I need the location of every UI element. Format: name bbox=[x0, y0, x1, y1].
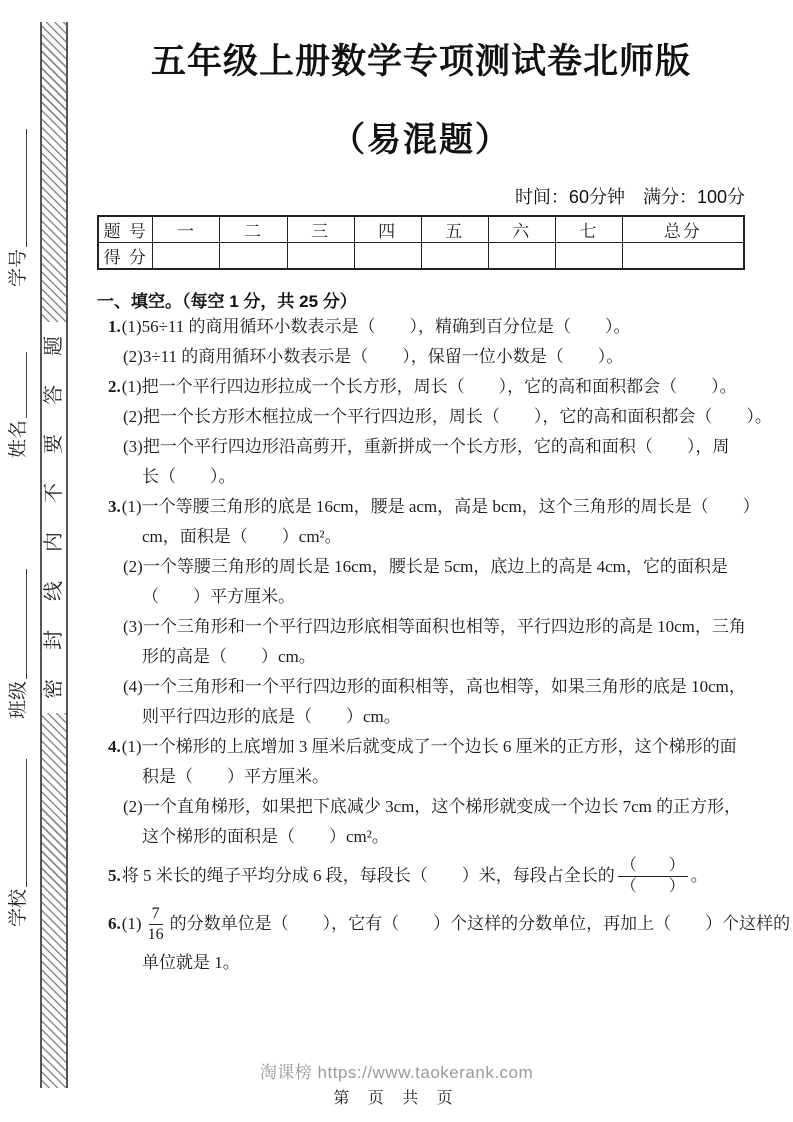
blank-fraction bbox=[618, 856, 688, 895]
question-3-line-4 bbox=[97, 582, 745, 612]
question-6-line-2 bbox=[97, 948, 745, 978]
field-class-label: 班级 bbox=[8, 680, 29, 719]
question-text: 形的高是（ ）cm。 bbox=[142, 647, 316, 666]
question-text: 则平行四边形的底是（ ）cm。 bbox=[142, 707, 401, 726]
question-2-line-2 bbox=[97, 402, 772, 432]
field-student-name-blank-line bbox=[26, 352, 27, 418]
score-table-col-3: 三 bbox=[287, 216, 354, 243]
question-text: (2)一个直角梯形，如果把下底减少 3cm，这个梯形就变成一个边长 7cm 的正方形， bbox=[123, 797, 742, 816]
question-6-line-1 bbox=[97, 900, 791, 948]
field-student-name-label: 姓名 bbox=[8, 419, 29, 458]
question-3-line-2 bbox=[97, 522, 745, 552]
field-student-id bbox=[6, 129, 30, 287]
question-text: 积是（ ）平方厘米。 bbox=[142, 767, 329, 786]
seal-char: 密 bbox=[43, 679, 65, 699]
score-table-col-6: 六 bbox=[488, 216, 555, 243]
field-class bbox=[6, 569, 30, 719]
score-cell bbox=[220, 243, 287, 270]
score-table-col-7: 七 bbox=[555, 216, 622, 243]
question-text: (2)3÷11 的商用循环小数表示是（ ），保留一位小数是（ ）。 bbox=[123, 347, 624, 366]
seal-char: 封 bbox=[43, 630, 65, 650]
question-4-line-2 bbox=[97, 762, 745, 792]
score-table bbox=[97, 215, 745, 270]
score-row-label: 得 分 bbox=[98, 243, 153, 270]
score-cell bbox=[354, 243, 421, 270]
question-text: (1)把一个平行四边形拉成一个长方形，周长（ ），它的高和面积都会（ ）。 bbox=[121, 377, 737, 396]
seal-char: 内 bbox=[43, 532, 65, 552]
paper-title: 五年级上册数学专项测试卷北师版 bbox=[150, 42, 691, 81]
question-text: (1) bbox=[121, 914, 142, 933]
question-text: 的分数单位是（ ），它有（ ）个这样的分数单位，再加上（ ）个这样的 bbox=[169, 914, 791, 933]
question-1-line-1 bbox=[97, 312, 745, 342]
score-table-col-5: 五 bbox=[421, 216, 488, 243]
question-2-line-1 bbox=[97, 372, 745, 402]
question-5 bbox=[97, 852, 745, 900]
score-table-score-row bbox=[98, 243, 744, 270]
question-number: 4. bbox=[108, 737, 121, 756]
question-text: (1)一个等腰三角形的底是 16cm，腰是 acm，高是 bcm，这个三角形的周长是（ ） bbox=[121, 497, 760, 516]
field-class-blank-line bbox=[26, 569, 27, 679]
section-title-fill-in-blanks: 一、填空。（每空 1 分，共 25 分） bbox=[97, 292, 357, 311]
score-table-col-2: 二 bbox=[220, 216, 287, 243]
page-footer bbox=[0, 1058, 793, 1108]
question-number: 6. bbox=[108, 914, 121, 933]
question-text: (3)把一个平行四边形沿高剪开，重新拼成一个长方形，它的高和面积（ ），周 bbox=[123, 437, 730, 456]
question-text: (2)一个等腰三角形的周长是 16cm，腰长是 5cm，底边上的高是 4cm，它的面积是 bbox=[123, 557, 728, 576]
question-text: (1)56÷11 的商用循环小数表示是（ ），精确到百分位是（ ）。 bbox=[121, 317, 631, 336]
field-school-blank-line bbox=[26, 759, 27, 887]
question-3-line-1 bbox=[97, 492, 760, 522]
question-3-line-6 bbox=[97, 642, 745, 672]
score-table-col-total: 总分 bbox=[622, 216, 744, 243]
question-text: (1)一个梯形的上底增加 3 厘米后就变成了一个边长 6 厘米的正方形，这个梯形的面 bbox=[121, 737, 737, 756]
seal-char: 要 bbox=[43, 434, 65, 454]
question-3-line-5 bbox=[97, 612, 745, 642]
fraction-denominator: 16 bbox=[147, 925, 164, 943]
field-student-name bbox=[6, 352, 30, 458]
question-3-line-3 bbox=[97, 552, 745, 582]
time-and-score-meta: 时间：60分钟 满分：100分 bbox=[514, 187, 745, 207]
question-text: 单位就是 1。 bbox=[142, 953, 240, 972]
seal-hatch-bottom bbox=[42, 713, 66, 1088]
fraction-numerator: （ ） bbox=[618, 856, 688, 876]
score-table-col-4: 四 bbox=[354, 216, 421, 243]
watermark-brand-url: 淘课榜 https://www.taokerank.com bbox=[259, 1063, 534, 1082]
seal-line-text bbox=[44, 322, 64, 713]
paper-subtitle: （易混题） bbox=[331, 121, 511, 159]
fraction-7-16 bbox=[145, 904, 167, 943]
question-text: 这个梯形的面积是（ ）cm²。 bbox=[142, 827, 389, 846]
field-school-label: 学校 bbox=[8, 888, 29, 927]
score-cell bbox=[153, 243, 220, 270]
seal-char: 线 bbox=[43, 581, 65, 601]
field-school bbox=[6, 759, 30, 927]
question-text: (2)把一个长方形木框拉成一个平行四边形，周长（ ），它的高和面积都会（ ）。 bbox=[123, 407, 772, 426]
score-table-corner-label: 题 号 bbox=[98, 216, 153, 243]
question-number: 1. bbox=[108, 317, 121, 336]
question-number: 2. bbox=[108, 377, 121, 396]
question-1-line-2 bbox=[97, 342, 745, 372]
field-student-id-blank-line bbox=[26, 129, 27, 247]
score-cell bbox=[488, 243, 555, 270]
question-3-line-8 bbox=[97, 702, 745, 732]
page-number-text: 第 页 共 页 bbox=[333, 1090, 460, 1107]
question-4-line-1 bbox=[97, 732, 745, 762]
seal-char: 题 bbox=[43, 336, 65, 356]
question-number: 3. bbox=[108, 497, 121, 516]
question-4-line-4 bbox=[97, 822, 745, 852]
question-text: 。 bbox=[690, 866, 708, 885]
question-text: (4)一个三角形和一个平行四边形的面积相等，高也相等，如果三角形的底是 10cm， bbox=[123, 677, 746, 696]
score-cell bbox=[622, 243, 744, 270]
question-text: 长（ ）。 bbox=[142, 467, 236, 486]
question-text: (3)一个三角形和一个平行四边形底相等面积也相等，平行四边形的高是 10cm，三角 bbox=[123, 617, 746, 636]
question-3-line-7 bbox=[97, 672, 745, 702]
seal-hatch-top bbox=[42, 22, 66, 322]
question-4-line-3 bbox=[97, 792, 745, 822]
field-student-id-label: 学号 bbox=[8, 248, 29, 287]
seal-char: 答 bbox=[43, 385, 65, 405]
score-cell bbox=[421, 243, 488, 270]
question-text: cm，面积是（ ）cm²。 bbox=[142, 527, 342, 546]
question-text: （ ）平方厘米。 bbox=[142, 587, 295, 606]
question-2-line-3 bbox=[97, 432, 745, 462]
fraction-numerator: 7 bbox=[149, 904, 163, 924]
score-cell bbox=[555, 243, 622, 270]
question-text: 将 5 米长的绳子平均分成 6 段，每段长（ ）米，每段占全长的 bbox=[121, 866, 615, 885]
score-table-col-1: 一 bbox=[153, 216, 220, 243]
paper-content bbox=[97, 26, 791, 978]
fraction-denominator: （ ） bbox=[620, 877, 685, 895]
seal-char: 不 bbox=[43, 483, 65, 503]
seal-line-strip bbox=[40, 22, 68, 1088]
question-2-line-4 bbox=[97, 462, 745, 492]
score-table-header-row bbox=[98, 216, 744, 243]
question-number: 5. bbox=[108, 866, 121, 885]
score-cell bbox=[287, 243, 354, 270]
